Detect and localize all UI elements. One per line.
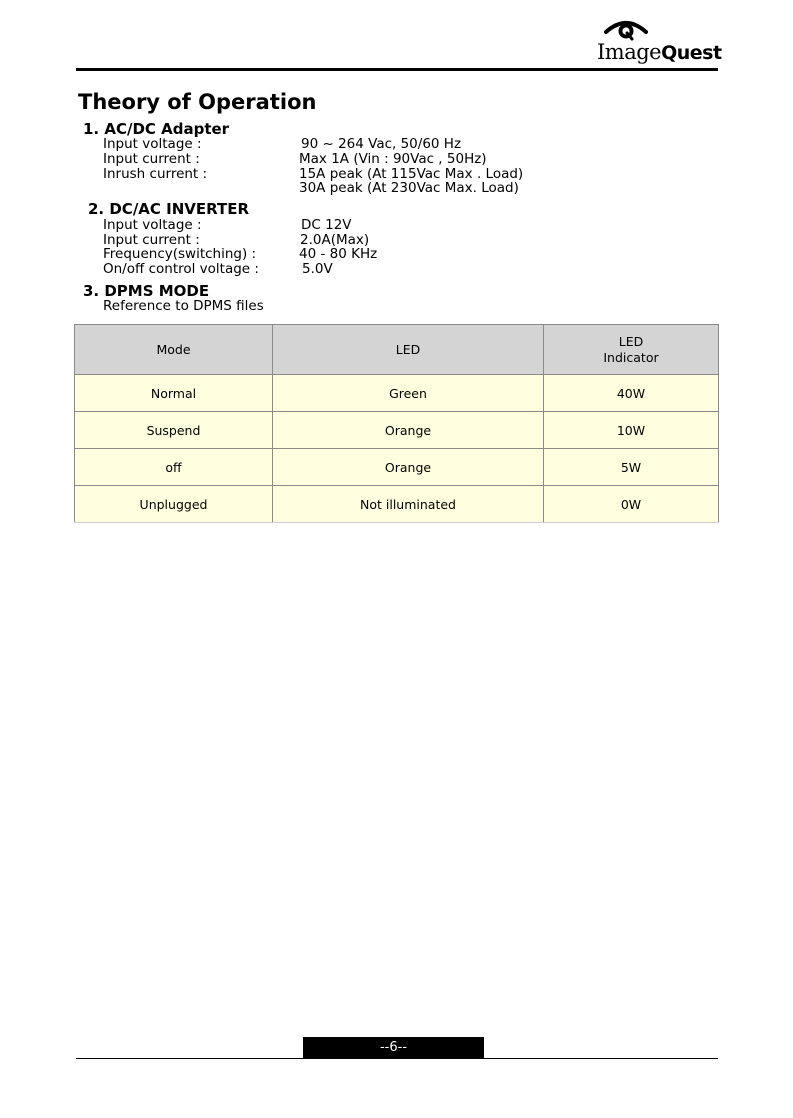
cell-indicator: 10W	[544, 412, 719, 449]
header-led-indicator	[544, 325, 719, 375]
imagequest-logo	[596, 18, 722, 64]
cell-led: Orange	[273, 449, 544, 486]
inverter-label-input-voltage: Input voltage :	[103, 217, 202, 233]
header-indicator-line2: Indicator	[603, 349, 659, 365]
cell-mode: Suspend	[75, 412, 273, 449]
eye-q-icon	[604, 18, 648, 42]
adapter-value-inrush-current-230: 30A peak (At 230Vac Max. Load)	[299, 180, 519, 196]
page-number: --6--	[303, 1037, 484, 1059]
cell-led: Orange	[273, 412, 544, 449]
inverter-label-frequency: Frequency(switching) :	[103, 246, 257, 262]
header-led: LED	[273, 325, 544, 375]
adapter-label-input-current: Input current :	[103, 151, 200, 167]
dpms-note: Reference to DPMS files	[103, 298, 264, 314]
section-heading-dpms: 3. DPMS MODE	[83, 282, 210, 300]
adapter-value-input-current: Max 1A (Vin : 90Vac , 50Hz)	[299, 151, 487, 167]
section-heading-adapter: 1. AC/DC Adapter	[83, 120, 230, 138]
adapter-value-input-voltage: 90 ~ 264 Vac, 50/60 Hz	[301, 136, 462, 152]
inverter-value-frequency: 40 - 80 KHz	[299, 246, 378, 262]
table-header-row	[75, 325, 719, 375]
table-row	[75, 412, 719, 449]
adapter-label-inrush-current: Inrush current :	[103, 166, 208, 182]
inverter-label-onoff-voltage: On/off control voltage :	[103, 261, 259, 277]
inverter-value-onoff-voltage: 5.0V	[302, 261, 333, 277]
inverter-value-input-current: 2.0A(Max)	[300, 232, 370, 248]
logo-quest-word: Quest	[661, 42, 722, 64]
inverter-value-input-voltage: DC 12V	[301, 217, 352, 233]
page-title: Theory of Operation	[78, 90, 317, 114]
header-indicator-line1: LED	[618, 333, 644, 349]
cell-mode: Unplugged	[75, 486, 273, 523]
cell-indicator: 5W	[544, 449, 719, 486]
adapter-label-input-voltage: Input voltage :	[103, 136, 202, 152]
logo-image-word: Image	[597, 40, 662, 64]
inverter-label-input-current: Input current :	[103, 232, 200, 248]
cell-mode: Normal	[75, 375, 273, 412]
section-heading-inverter: 2. DC/AC INVERTER	[88, 200, 250, 218]
table-row	[75, 375, 719, 412]
header-rule	[76, 68, 718, 71]
cell-mode: off	[75, 449, 273, 486]
cell-led: Not illuminated	[273, 486, 544, 523]
table-row	[75, 449, 719, 486]
cell-led: Green	[273, 375, 544, 412]
dpms-table	[74, 324, 719, 523]
adapter-value-inrush-current-115: 15A peak (At 115Vac Max . Load)	[299, 166, 524, 182]
cell-indicator: 40W	[544, 375, 719, 412]
table-row	[75, 486, 719, 523]
header-mode: Mode	[75, 325, 273, 375]
cell-indicator: 0W	[544, 486, 719, 523]
footer-rule	[76, 1058, 718, 1059]
